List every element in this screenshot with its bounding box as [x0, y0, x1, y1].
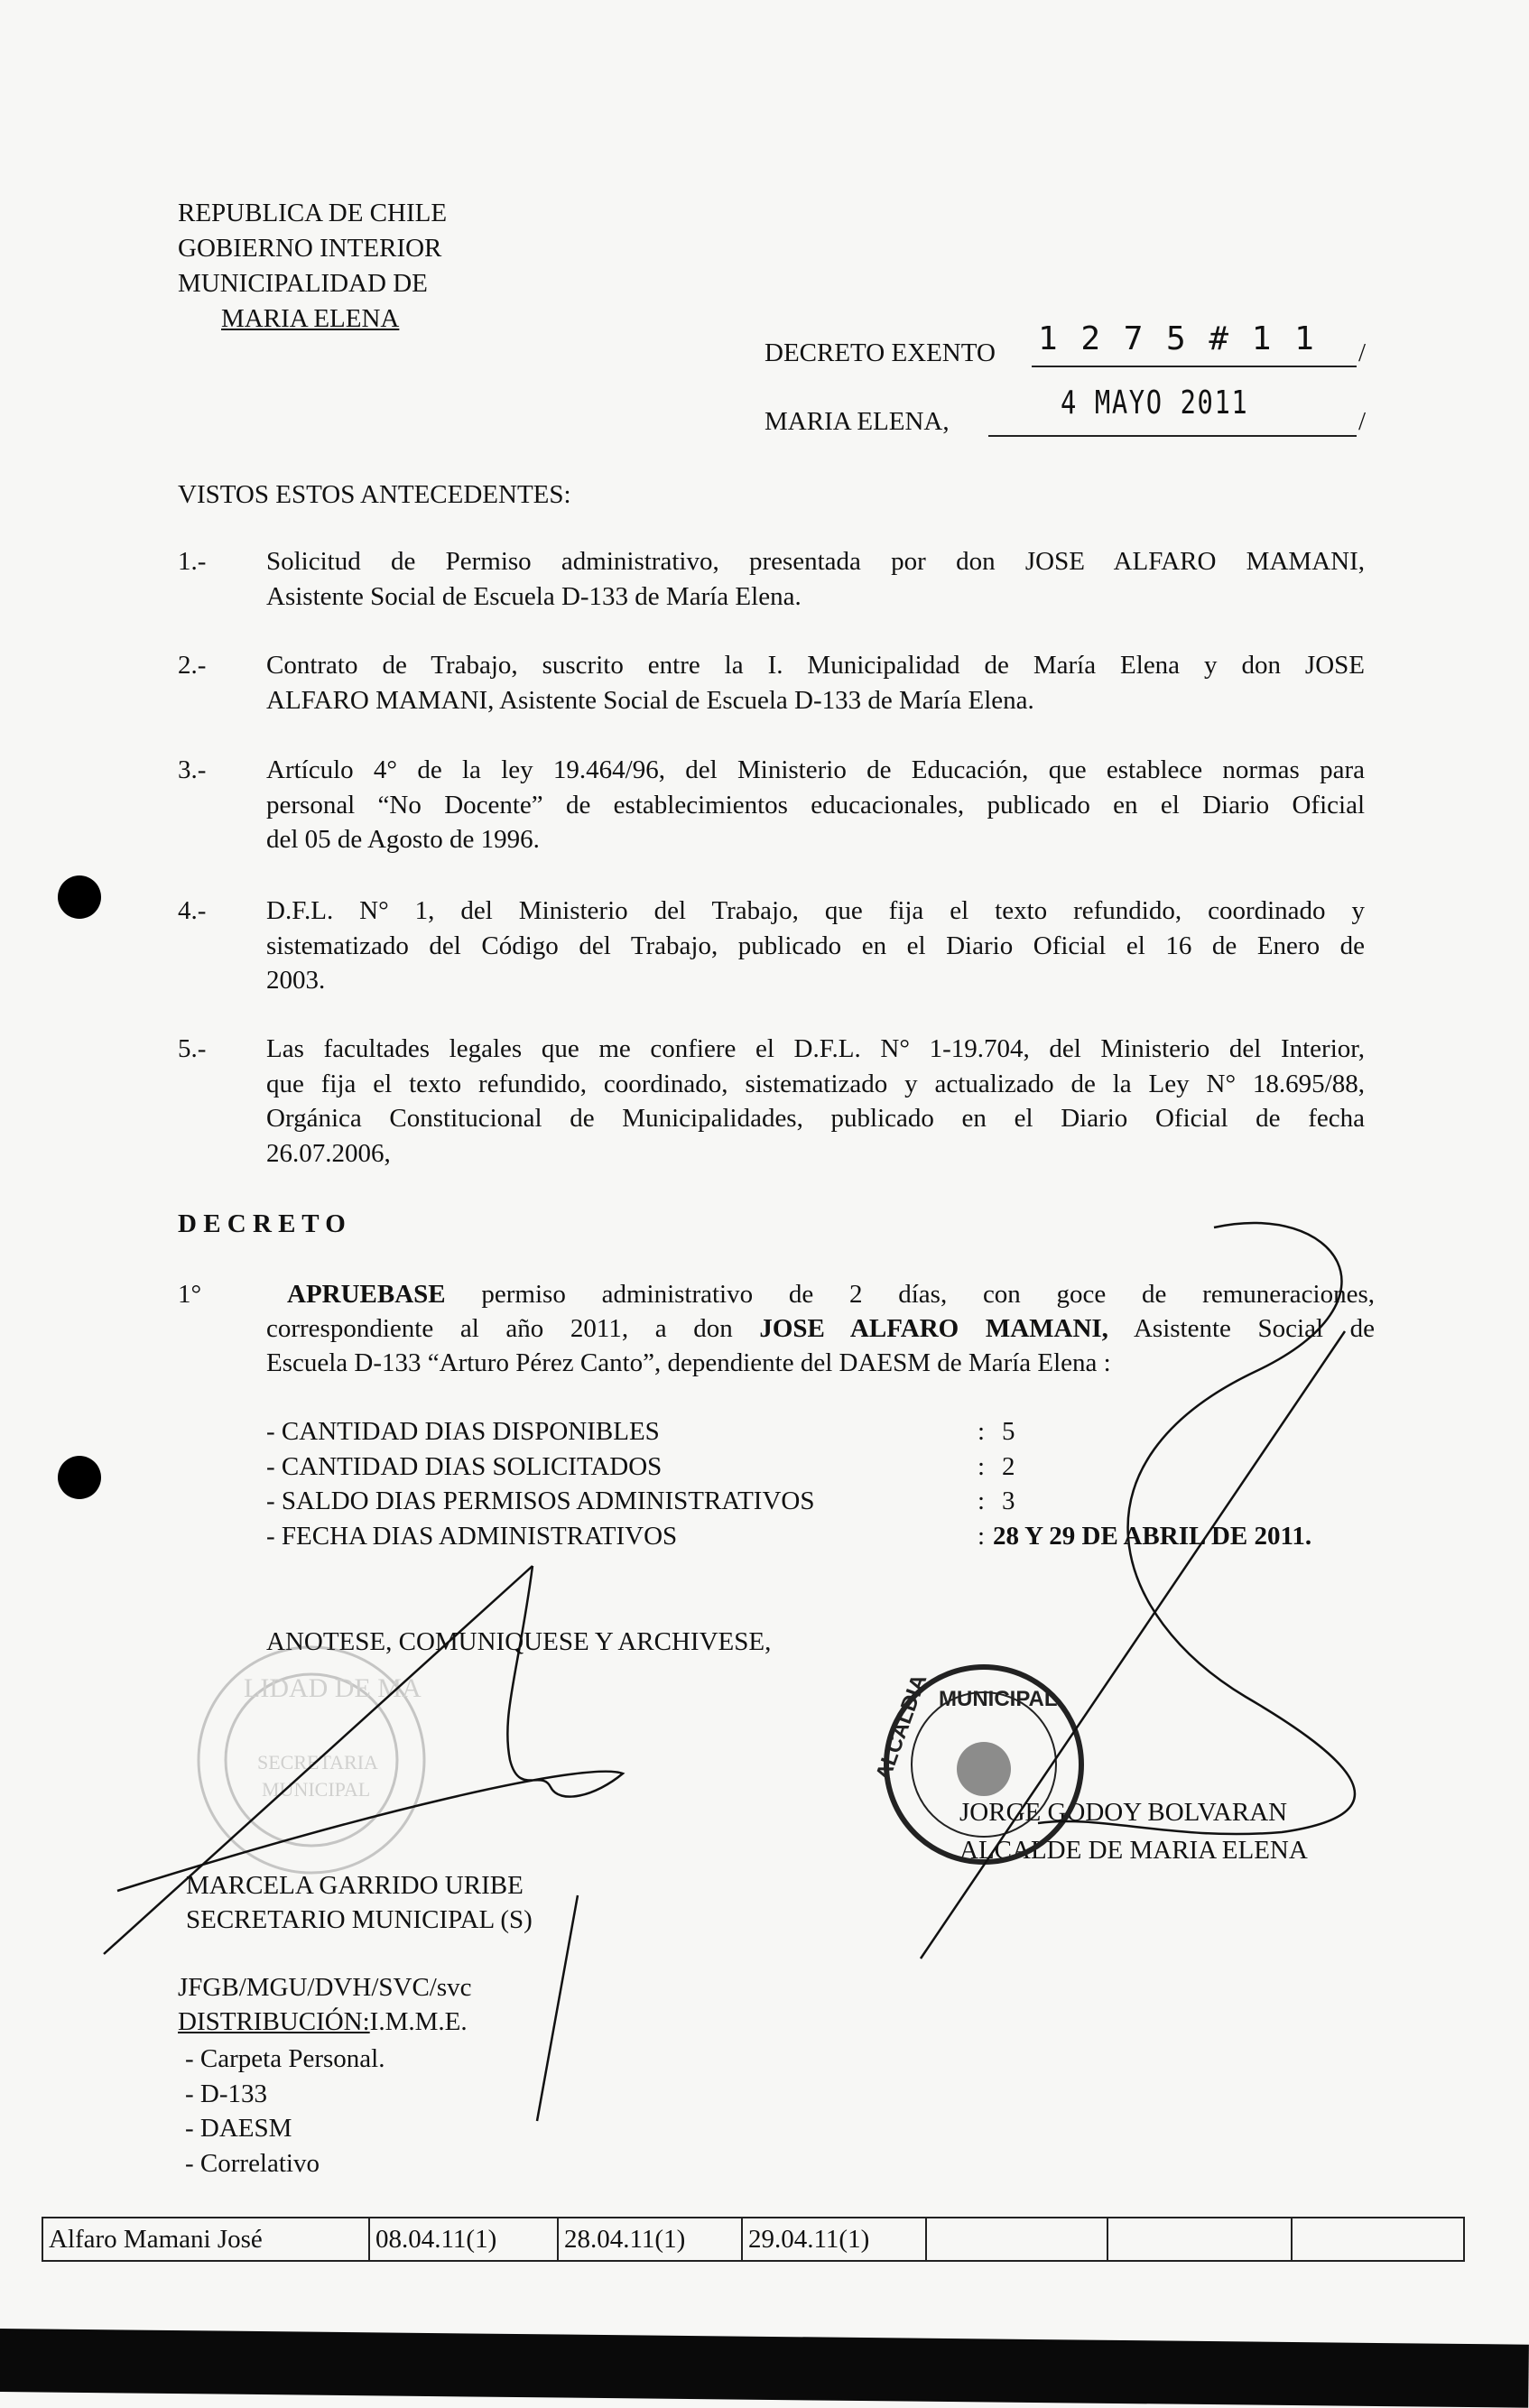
- table-cell: [1107, 2218, 1292, 2261]
- article-number: 1°: [178, 1280, 202, 1309]
- header-line: MUNICIPALIDAD DE: [178, 269, 428, 298]
- stamp-left-icon: [199, 1647, 424, 1873]
- table-cell: [1292, 2218, 1464, 2261]
- date-stamp: 4 MAYO 2011: [1061, 384, 1249, 421]
- detail-colon: :: [978, 1417, 986, 1446]
- item-line: D.F.L. N° 1, del Ministerio del Trabajo, que fija el texto refundido, coordinado y: [266, 896, 1365, 925]
- table-cell: Alfaro Mamani José: [42, 2218, 369, 2261]
- svg-text:MUNICIPAL: MUNICIPAL: [262, 1778, 371, 1801]
- item-line: 26.07.2006,: [266, 1138, 391, 1168]
- detail-label: - FECHA DIAS ADMINISTRATIVOS: [266, 1522, 678, 1551]
- table-cell: [926, 2218, 1107, 2261]
- item-line: Solicitud de Permiso administrativo, presentada por don JOSE ALFARO MAMANI,: [266, 547, 1365, 576]
- record-table: [42, 2217, 1465, 2262]
- header-line: REPUBLICA DE CHILE: [178, 199, 448, 227]
- left-signer-name: MARCELA GARRIDO URIBE: [186, 1871, 524, 1900]
- detail-value: 3: [1002, 1486, 1015, 1516]
- svg-text:MUNICIPAL: MUNICIPAL: [939, 1687, 1058, 1711]
- item-number: 4.-: [178, 896, 207, 925]
- article-line: [266, 1311, 1375, 1346]
- item-line: Orgánica Constitucional de Municipalidades, publicado en el Diario Oficial de fecha: [266, 1104, 1365, 1133]
- header-line: MARIA ELENA: [221, 304, 400, 333]
- right-signer-title: ALCALDE DE MARIA ELENA: [959, 1836, 1308, 1865]
- item-line: del 05 de Agosto de 1996.: [266, 825, 540, 854]
- item-number: 1.-: [178, 547, 207, 576]
- article-line: [287, 1277, 1375, 1311]
- item-line: Asistente Social de Escuela D-133 de María Elena.: [266, 581, 802, 611]
- item-line: sistematizado del Código del Trabajo, publicado en el Diario Oficial el 16 de Enero de: [266, 931, 1365, 960]
- item-number: 3.-: [178, 755, 207, 784]
- slash: /: [1358, 338, 1367, 367]
- decreto-number: 1 2 7 5 # 1 1: [1038, 320, 1316, 357]
- item-line: que fija el texto refundido, coordinado, sistematizado y actualizado de la Ley N° 18.695/88,: [266, 1069, 1365, 1098]
- closing: ANOTESE, COMUNIQUESE Y ARCHIVESE,: [266, 1627, 772, 1656]
- punch-hole: [58, 1456, 101, 1499]
- approve-keyword: APRUEBASE: [287, 1280, 446, 1309]
- svg-text:LIDAD DE MA: LIDAD DE MA: [244, 1673, 422, 1703]
- text: correspondiente al año 2011, a don: [266, 1314, 760, 1343]
- detail-label: - CANTIDAD DIAS SOLICITADOS: [266, 1451, 663, 1481]
- distribution-item: - DAESM: [185, 2114, 292, 2143]
- item-line: Las facultades legales que me confiere el D.F.L. N° 1-19.704, del Ministerio del Interior,: [266, 1034, 1365, 1063]
- table-cell: 29.04.11(1): [742, 2218, 926, 2261]
- date-underline: [988, 435, 1357, 437]
- text: permiso administrativo de 2 días, con goce de remuneraciones,: [445, 1280, 1375, 1309]
- item-line: ALFARO MAMANI, Asistente Social de Escuela D-133 de María Elena.: [266, 685, 1034, 715]
- item-line: 2003.: [266, 966, 326, 995]
- table-cell: 28.04.11(1): [558, 2218, 742, 2261]
- svg-text:SECRETARIA: SECRETARIA: [257, 1751, 378, 1774]
- left-signer-title: SECRETARIO MUNICIPAL (S): [186, 1905, 533, 1934]
- detail-value: 28 Y 29 DE ABRIL DE 2011.: [993, 1522, 1312, 1551]
- scan-edge: [0, 2329, 1529, 2408]
- slash: /: [1358, 407, 1367, 436]
- place-label: MARIA ELENA,: [764, 407, 950, 436]
- detail-colon: :: [978, 1522, 986, 1551]
- item-line: Contrato de Trabajo, suscrito entre la I. Municipalidad de María Elena y don JOSE: [266, 651, 1365, 680]
- detail-colon: :: [978, 1486, 986, 1516]
- table-cell: 08.04.11(1): [369, 2218, 558, 2261]
- table-row: [42, 2218, 1464, 2261]
- distribution-item: - Carpeta Personal.: [185, 2044, 385, 2073]
- detail-label: - SALDO DIAS PERMISOS ADMINISTRATIVOS: [266, 1486, 815, 1516]
- item-number: 2.-: [178, 651, 207, 680]
- punch-hole: [58, 875, 101, 919]
- header-line: GOBIERNO INTERIOR: [178, 234, 442, 263]
- decreto-label: DECRETO EXENTO: [764, 338, 996, 367]
- article-line: Escuela D-133 “Arturo Pérez Canto”, dependiente del DAESM de María Elena :: [266, 1348, 1111, 1377]
- item-number: 5.-: [178, 1034, 207, 1063]
- distribucion-value: I.M.M.E.: [369, 2007, 468, 2036]
- decreto-title: D E C R E T O: [178, 1209, 346, 1238]
- right-signer-name: JORGE GODOY BOLVARAN: [959, 1798, 1288, 1827]
- vistos-title: VISTOS ESTOS ANTECEDENTES:: [178, 480, 571, 509]
- detail-value: 5: [1002, 1417, 1015, 1446]
- item-line: Artículo 4° de la ley 19.464/96, del Ministerio de Educación, que establece normas para: [266, 755, 1365, 784]
- detail-colon: :: [978, 1451, 986, 1481]
- detail-label: - CANTIDAD DIAS DISPONIBLES: [266, 1417, 660, 1446]
- initials: JFGB/MGU/DVH/SVC/svc: [178, 1973, 472, 2002]
- distribution-item: - D-133: [185, 2079, 268, 2108]
- decreto-underline: [1032, 366, 1357, 367]
- distribucion: [178, 2005, 468, 2039]
- employee-name: JOSE ALFARO MAMANI,: [759, 1314, 1108, 1343]
- distribucion-label: DISTRIBUCIÓN:: [178, 2007, 370, 2036]
- text: Asistente Social de: [1107, 1314, 1376, 1343]
- item-line: personal “No Docente” de establecimientos educacionales, publicado en el Diario Oficial: [266, 790, 1365, 820]
- svg-text:ALCALDIA: ALCALDIA: [871, 1671, 932, 1784]
- distribution-item: - Correlativo: [185, 2149, 320, 2178]
- detail-value: 2: [1002, 1451, 1015, 1481]
